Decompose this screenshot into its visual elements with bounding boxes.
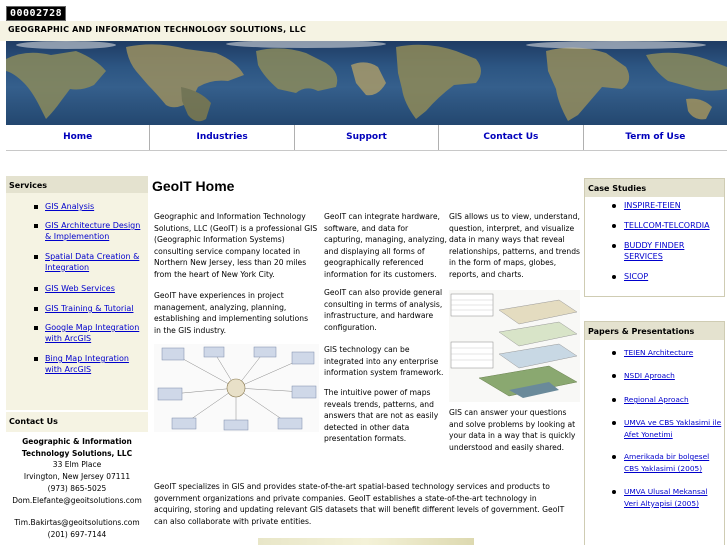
contact-address2: Irvington, New Jersey 07111 [23, 472, 131, 482]
papers-title: Papers & Presentations [588, 327, 695, 336]
contact-email2[interactable]: Tim.Bakirtas@geoitsolutions.com [14, 518, 140, 528]
technology-paragraph: GIS technology can be integrated into any enterprise information system framework. [324, 345, 444, 378]
architecture-diagram-image [154, 344, 319, 432]
gis-layers-image [449, 290, 580, 402]
contact-company-line1: Geographic & Information [22, 437, 132, 446]
bullet [612, 244, 616, 248]
visitor-counter: 00002728 [6, 6, 66, 21]
case-studies-header [584, 178, 725, 198]
service-link-spatial-data[interactable]: Spatial Data Creation & Integration [45, 252, 140, 272]
spacer [6, 506, 148, 517]
integration-paragraph: GeoIT can integrate hardware, software, and data for capturing, managing, analyzing, and displaying all forms of geographically referenced information for its customers. [324, 212, 447, 279]
bullet [612, 455, 616, 459]
contact-phone2: (201) 697-7144 [47, 529, 107, 539]
paper-link-regional[interactable]: Regional Aproach [624, 395, 689, 404]
main-nav [6, 125, 727, 151]
nav-term-of-use[interactable]: Term of Use [625, 132, 686, 142]
services-title: Services [9, 181, 48, 190]
service-link-web-services[interactable]: GIS Web Services [45, 284, 115, 293]
paper-link-amerikada[interactable]: Amerikada bir bolgesel CBS Yaklasimi (2005) [624, 452, 710, 473]
bullet [612, 398, 616, 402]
bullet [34, 307, 38, 311]
service-link-bing-map[interactable]: Bing Map Integration with ArcGIS [45, 354, 129, 374]
page-title: GeoIT Home [152, 178, 235, 194]
paper-link-umva-ulusal[interactable]: UMVA Ulusal Mekansal Veri Altyapisi (2005) [624, 487, 708, 508]
contact-block [6, 436, 148, 541]
bullet [612, 351, 616, 355]
paper-link-nsdi[interactable]: NSDI Aproach [624, 371, 675, 380]
nav-contact-us[interactable]: Contact Us [439, 125, 583, 150]
consulting-paragraph: GeoIT can also provide general consulting in terms of analysis, infrastructure, and hardware configuration. [324, 288, 443, 332]
case-studies-title: Case Studies [588, 184, 647, 193]
service-link-google-map[interactable]: Google Map Integration with ArcGIS [45, 323, 140, 343]
contact-address1: 33 Elm Place [52, 460, 102, 470]
company-bar [0, 21, 727, 41]
contact-email1[interactable]: Dom.Elefante@geoitsolutions.com [12, 495, 142, 505]
service-link-gis-analysis[interactable]: GIS Analysis [45, 202, 95, 211]
contact-header [6, 412, 148, 432]
bullet [34, 224, 38, 228]
bullet [612, 374, 616, 378]
gis-layers-drawing [449, 290, 580, 402]
service-link-architecture[interactable]: GIS Architecture Design & Implemention [45, 221, 141, 241]
case-link-inspire[interactable]: INSPIRE-TEIEN [624, 201, 681, 210]
nav-industries[interactable]: Industries [150, 125, 294, 150]
paper-link-umva-afet[interactable]: UMVA ve CBS Yaklasimi ile Afet Yonetimi [624, 418, 722, 439]
services-list [6, 193, 148, 410]
paper-link-teien[interactable]: TEIEN Architecture [624, 348, 694, 357]
bullet [34, 357, 38, 361]
services-header [6, 176, 148, 194]
maps-paragraph: The intuitive power of maps reveals trends, patterns, and answers that are not as easily detected in other data presentation formats. [324, 388, 439, 444]
bullet [612, 275, 616, 279]
world-map-image [6, 41, 727, 125]
case-link-sicop[interactable]: SICOP [624, 272, 649, 281]
papers-header [584, 321, 725, 341]
bullet [612, 224, 616, 228]
case-link-buddy-finder[interactable]: BUDDY FINDER SERVICES [624, 241, 685, 261]
gis-allows-paragraph: GIS allows us to view, understand, question, interpret, and visualize data in many ways that reveal relationships, patterns, and trends in the form of maps, globes, reports, and charts. [449, 212, 580, 279]
bullet [34, 255, 38, 259]
gis-answers-paragraph: GIS can answer your questions and solve problems by looking at your data in a way that is quickly understood and easily shared. [449, 408, 576, 452]
bottom-image [258, 538, 474, 545]
nav-home[interactable]: Home [6, 125, 150, 150]
bullet [612, 490, 616, 494]
diagram-drawing [154, 344, 319, 432]
bullet [612, 204, 616, 208]
bullet [34, 287, 38, 291]
world-map-banner [6, 41, 727, 125]
case-studies-list [584, 197, 725, 297]
service-link-training[interactable]: GIS Training & Tutorial [45, 304, 134, 313]
intro-paragraph: Geographic and Information Technology Solutions, LLC (GeoIT) is a professional GIS (Geographic Information Systems) consulting service company located in Northern New Jersey, less than 20 miles from the heart of New York City. [154, 212, 318, 279]
nav-support[interactable]: Support [295, 125, 439, 150]
papers-list [584, 340, 725, 545]
contact-title: Contact Us [9, 417, 58, 426]
contact-company-line2: Technology Solutions, LLC [21, 448, 133, 458]
bullet [34, 326, 38, 330]
specializes-paragraph: GeoIT specializes in GIS and provides state-of-the-art spatial-based technology services and products to government organizations and private companies. GeoIT establishes a state-of-the-art technology in acquiring, storing and updating relevant GIS datasets that will benefit different levels of government. GeoIT can also collaborate with private entities. [154, 482, 565, 526]
contact-phone1: (973) 865-5025 [47, 483, 107, 493]
bullet [612, 421, 616, 425]
case-link-tellcom[interactable]: TELLCOM-TELCORDIA [624, 221, 710, 230]
bullet [34, 205, 38, 209]
experience-paragraph: GeoIT have experiences in project management, analyzing, planning, establishing and implementing solutions in the GIS industry. [154, 291, 309, 335]
company-name: GEOGRAPHIC AND INFORMATION TECHNOLOGY SOLUTIONS, LLC [8, 25, 307, 34]
